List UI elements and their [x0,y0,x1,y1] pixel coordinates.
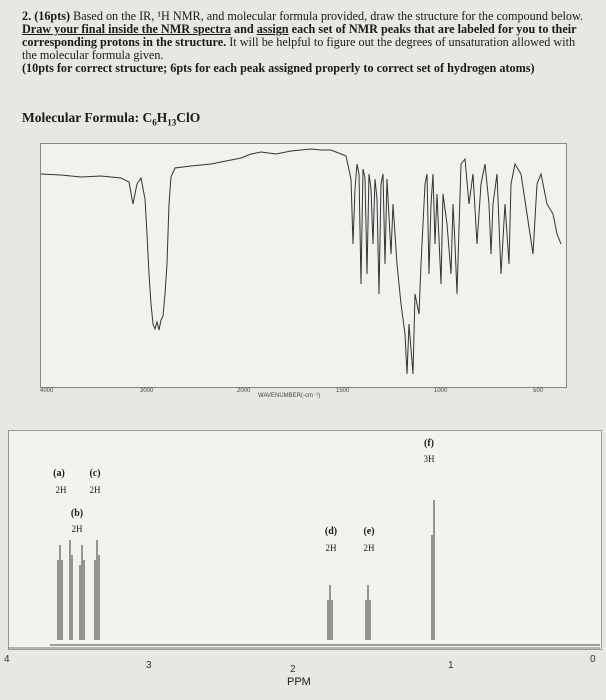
ppm-label: PPM [287,676,311,688]
peak-label-b: (b) [70,508,84,519]
formula-h: H [156,110,168,125]
question-points: (16pts) [34,9,71,23]
formula-rest: ClO [176,110,201,125]
question-number: 2. [22,9,32,23]
ppm-tick-3: 3 [146,660,152,671]
helpful-text: It will be helpful to figure out the degrees of unsaturation allowed with the molecular formula given. [22,35,576,62]
ir-tick-2000: 2000 [237,388,251,394]
ir-tick-3000: 3000 [140,388,154,394]
scoring-text: (10pts for correct structure; 6pts for each peak assigned properly to correct set of hydrogen atoms) [22,61,535,75]
peak-int-f: 3H [423,454,435,464]
peak-label-c: (c) [89,468,101,479]
peak-int-d: 2H [325,543,337,553]
and-word: and [234,22,254,36]
question-line1: Based on the IR, ¹H NMR, and molecular formula provided, draw the structure for the compound below. [73,9,583,23]
ppm-tick-4: 4 [4,654,10,665]
ir-tick-1500: 1500 [336,388,350,394]
ir-tick-4000: 4000 [40,388,54,394]
ir-tick-500: 500 [533,388,544,394]
formula-h-count: 13 [167,117,177,128]
peak-label-a: (a) [53,468,65,479]
ppm-tick-1: 1 [448,660,454,671]
peak-int-b: 2H [71,524,83,534]
formula-c: C [142,110,153,125]
draw-instruction: Draw your final inside the NMR spectra [22,22,231,36]
peak-label-d: (d) [324,526,338,537]
formula-c-count: 6 [152,117,157,128]
ir-xlabel: WAVENUMBER(-cm⁻¹) [258,393,321,399]
peak-label-f: (f) [424,438,434,449]
peak-label-e: (e) [363,526,375,537]
ppm-tick-0: 0 [590,654,596,665]
ir-tick-1000: 1000 [434,388,448,394]
assign-rest: each set of NMR peaks that are labeled for you to their corresponding protons in the structure. [22,22,577,49]
ppm-tick-2: 2 [290,664,296,675]
peak-int-e: 2H [363,543,375,553]
assign-word: assign [256,22,289,36]
formula-label: Molecular Formula: [22,110,140,125]
peak-int-a: 2H [55,485,67,495]
peak-int-c: 2H [89,485,101,495]
